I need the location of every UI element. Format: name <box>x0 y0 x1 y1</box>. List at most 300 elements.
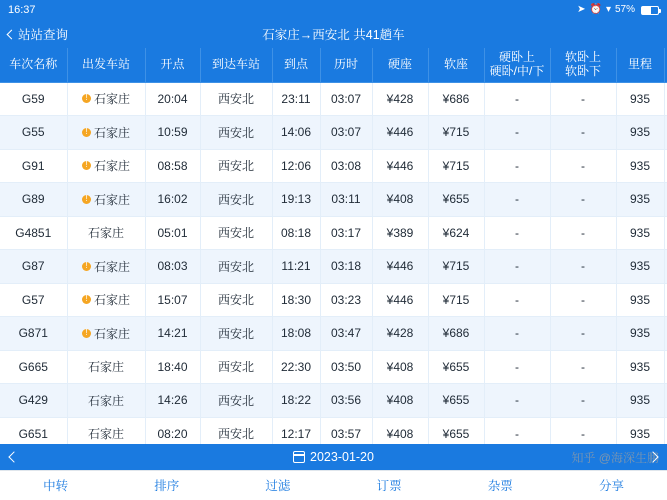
cell-arrive-station <box>200 82 272 116</box>
cell-mileage-label: 935 <box>629 292 651 307</box>
table-row[interactable] <box>0 384 667 418</box>
cell-soft-seat-price-label: ¥686 <box>442 326 470 341</box>
cell-arrive-station <box>200 250 272 284</box>
warning-icon <box>82 195 91 204</box>
cell-soft-seat-price <box>428 283 484 317</box>
warning-icon <box>82 128 91 137</box>
page-title: 石家庄→西安北 共41趟车 <box>262 28 405 42</box>
cell-mileage-label: 935 <box>629 225 651 240</box>
cell-hard-sleeper-price-label: - <box>515 359 519 374</box>
status-bar-right <box>577 5 659 15</box>
cell-arrive-time-label: 14:06 <box>280 125 312 140</box>
cell-duration-label: 03:18 <box>330 259 362 274</box>
cell-arrive-time-label: 12:06 <box>280 158 312 173</box>
status-bar <box>0 0 667 20</box>
calendar-icon <box>293 451 305 463</box>
cell-soft-seat-price-label: ¥715 <box>442 158 470 173</box>
cell-arrive-time <box>272 283 320 317</box>
cell-hard-sleeper-price <box>484 82 550 116</box>
cell-arrive-station <box>200 350 272 384</box>
cell-hard-seat-price-label: ¥446 <box>386 292 414 307</box>
cell-soft-sleeper-price-label: - <box>581 426 585 441</box>
table-row[interactable] <box>0 116 667 150</box>
cell-arrive-station-label: 西安北 <box>217 159 254 174</box>
cell-depart-station <box>67 183 145 217</box>
col-depart-station[interactable]: 出发车站 <box>67 48 145 82</box>
cell-hard-sleeper-price <box>484 116 550 150</box>
cell-arrive-station-label: 西安北 <box>217 259 254 274</box>
back-button[interactable] <box>8 25 68 43</box>
cell-duration-label: 03:08 <box>330 158 362 173</box>
cell-soft-sleeper-price <box>550 417 616 444</box>
col-arrive-station[interactable]: 到达车站 <box>200 48 272 82</box>
cell-hard-seat-price-label: ¥446 <box>386 259 414 274</box>
cell-depart-station-label: 石家庄 <box>93 159 130 174</box>
cell-arrive-time <box>272 350 320 384</box>
cell-depart-station-label: 石家庄 <box>87 360 124 375</box>
table-row[interactable] <box>0 149 667 183</box>
cell-arrive-station-label: 西安北 <box>217 125 254 140</box>
cell-hard-sleeper-price <box>484 350 550 384</box>
cell-hard-sleeper-price-label: - <box>515 292 519 307</box>
cell-depart-station-label: 石家庄 <box>87 226 124 241</box>
cell-arrive-time-label: 12:17 <box>280 426 312 441</box>
cell-hard-sleeper-price-label: - <box>515 158 519 173</box>
warning-icon <box>82 94 91 103</box>
cell-duration <box>320 82 372 116</box>
cell-mileage <box>616 317 664 351</box>
toolbar-item-share[interactable]: 分享 <box>598 478 624 493</box>
col-hard-sleeper-line2: 硬卧/中/下 <box>489 63 545 78</box>
col-soft-sleeper-line1: 软卧上 <box>564 49 601 64</box>
cell-hard-seat-price <box>372 417 428 444</box>
cell-hard-sleeper-price-label: - <box>515 259 519 274</box>
cell-depart-time <box>145 149 200 183</box>
cell-arrive-station-label: 西安北 <box>217 92 254 107</box>
cell-depart-station <box>67 250 145 284</box>
cell-depart-time-label: 08:58 <box>157 158 188 173</box>
cell-depart-time-label: 16:02 <box>157 192 188 207</box>
cell-hard-seat-price-label: ¥446 <box>386 125 414 140</box>
cell-duration <box>320 250 372 284</box>
cell-depart-time-label: 08:20 <box>157 426 188 441</box>
cell-hard-sleeper-price <box>484 183 550 217</box>
cell-soft-sleeper-price <box>550 183 616 217</box>
cell-soft-sleeper-price-label: - <box>581 326 585 341</box>
cell-soft-sleeper-price <box>550 82 616 116</box>
cell-mileage <box>616 384 664 418</box>
cell-arrive-station-label: 西安北 <box>217 192 254 207</box>
cell-hard-seat-price <box>372 183 428 217</box>
cell-arrive-time-label: 18:30 <box>280 292 312 307</box>
cell-arrive-station-label: 西安北 <box>217 427 254 442</box>
cell-soft-sleeper-price-label: - <box>581 259 585 274</box>
cell-hard-seat-price <box>372 116 428 150</box>
table-row[interactable] <box>0 250 667 284</box>
cell-hard-seat-price <box>372 283 428 317</box>
cell-depart-station <box>67 116 145 150</box>
cell-depart-time-label: 14:26 <box>157 393 188 408</box>
cell-mileage <box>616 216 664 250</box>
cell-arrive-station <box>200 216 272 250</box>
cell-depart-time <box>145 250 200 284</box>
warning-icon <box>82 295 91 304</box>
cell-arrive-time-label: 11:21 <box>281 259 311 274</box>
cell-soft-sleeper-price-label: - <box>581 125 585 140</box>
cell-depart-station-label: 石家庄 <box>93 125 130 140</box>
cell-hard-sleeper-price <box>484 250 550 284</box>
cell-depart-station <box>67 350 145 384</box>
cell-mileage-label: 935 <box>629 91 651 106</box>
cell-mileage-label: 935 <box>629 192 651 207</box>
cell-depart-time <box>145 82 200 116</box>
cell-hard-sleeper-price-label: - <box>515 225 519 240</box>
toolbar-item-transfer[interactable]: 中转 <box>43 478 69 493</box>
cell-hard-sleeper-price <box>484 149 550 183</box>
cell-hard-seat-price <box>372 317 428 351</box>
cell-depart-time <box>145 283 200 317</box>
cell-arrive-time-label: 23:11 <box>281 91 311 106</box>
cell-arrive-time <box>272 149 320 183</box>
cell-arrive-station <box>200 149 272 183</box>
table-row[interactable] <box>0 350 667 384</box>
cell-hard-sleeper-price-label: - <box>515 192 519 207</box>
cell-train-code <box>0 384 67 418</box>
cell-soft-sleeper-price-label: - <box>581 225 585 240</box>
cell-duration <box>320 417 372 444</box>
cell-depart-time <box>145 417 200 444</box>
cell-hard-sleeper-price <box>484 384 550 418</box>
cell-depart-station-label: 石家庄 <box>93 259 130 274</box>
cell-soft-seat-price <box>428 384 484 418</box>
bottom-toolbar <box>0 470 667 500</box>
selected-date-label: 2023-01-20 <box>310 450 374 464</box>
cell-hard-seat-price-label: ¥408 <box>386 426 414 441</box>
cell-hard-seat-price <box>372 350 428 384</box>
table-header <box>0 48 667 82</box>
cell-depart-station <box>67 384 145 418</box>
cell-arrive-time <box>272 82 320 116</box>
cell-duration <box>320 216 372 250</box>
cell-arrive-time-label: 18:08 <box>280 326 312 341</box>
cell-hard-seat-price-label: ¥408 <box>386 192 414 207</box>
cell-duration-label: 03:57 <box>330 426 362 441</box>
cell-mileage <box>616 350 664 384</box>
cell-depart-station-label: 石家庄 <box>87 393 124 408</box>
cell-arrive-station <box>200 116 272 150</box>
cell-soft-sleeper-price <box>550 116 616 150</box>
cell-depart-station <box>67 216 145 250</box>
prev-day-button[interactable] <box>8 451 19 462</box>
cell-soft-seat-price-label: ¥715 <box>442 259 470 274</box>
schedule-table-scroll[interactable] <box>0 48 667 444</box>
cell-duration <box>320 283 372 317</box>
cell-duration <box>320 183 372 217</box>
cell-hard-seat-price-label: ¥408 <box>386 393 414 408</box>
schedule-table <box>0 48 667 444</box>
table-row[interactable] <box>0 283 667 317</box>
cell-arrive-time <box>272 384 320 418</box>
col-arrive-time[interactable]: 到点 <box>272 48 320 82</box>
cell-soft-seat-price-label: ¥715 <box>442 292 470 307</box>
cell-train-code-label: G4851 <box>15 225 52 240</box>
cell-depart-time-label: 14:21 <box>157 326 188 341</box>
cell-arrive-time <box>272 183 320 217</box>
cell-soft-sleeper-price <box>550 317 616 351</box>
watermark-label: 知乎 @海深生鹏 <box>571 451 659 465</box>
col-soft-seat[interactable]: 软座 <box>428 48 484 82</box>
cell-hard-sleeper-price <box>484 283 550 317</box>
cell-train-code-label: G91 <box>21 158 45 173</box>
cell-depart-time <box>145 116 200 150</box>
cell-arrive-time <box>272 317 320 351</box>
cell-mileage-label: 935 <box>629 393 651 408</box>
battery-icon <box>641 6 659 15</box>
col-soft-sleeper[interactable] <box>550 48 616 82</box>
cell-hard-seat-price <box>372 216 428 250</box>
cell-train-code <box>0 216 67 250</box>
warning-icon <box>82 161 91 170</box>
alarm-icon: ⏰ <box>589 4 602 15</box>
cell-soft-seat-price-label: ¥655 <box>442 192 470 207</box>
chevron-left-icon <box>7 29 17 39</box>
date-picker[interactable] <box>293 450 374 464</box>
wifi-icon: ▾ <box>605 4 611 15</box>
cell-depart-station <box>67 82 145 116</box>
cell-train-code <box>0 283 67 317</box>
cell-depart-time <box>145 317 200 351</box>
cell-soft-seat-price-label: ¥715 <box>442 125 470 140</box>
cell-train-code <box>0 116 67 150</box>
cell-arrive-time <box>272 250 320 284</box>
battery-percent-label: 57% <box>614 4 635 15</box>
cell-arrive-station <box>200 384 272 418</box>
cell-soft-sleeper-price <box>550 250 616 284</box>
col-hard-seat[interactable]: 硬座 <box>372 48 428 82</box>
cell-depart-station <box>67 417 145 444</box>
cell-hard-seat-price <box>372 250 428 284</box>
cell-depart-station <box>67 283 145 317</box>
cell-mileage <box>616 417 664 444</box>
cell-hard-sleeper-price <box>484 317 550 351</box>
cell-hard-sleeper-price <box>484 216 550 250</box>
nav-bar <box>0 20 667 48</box>
cell-train-code-label: G87 <box>21 259 45 274</box>
cell-soft-sleeper-price <box>550 350 616 384</box>
table-row[interactable] <box>0 216 667 250</box>
cell-soft-sleeper-price-label: - <box>581 91 585 106</box>
cell-mileage-label: 935 <box>629 326 651 341</box>
cell-hard-sleeper-price-label: - <box>515 393 519 408</box>
toolbar-item-booking[interactable]: 订票 <box>376 478 402 493</box>
status-time: 16:37 <box>8 4 36 16</box>
cell-train-code <box>0 317 67 351</box>
cell-depart-time-label: 08:03 <box>157 259 188 274</box>
cell-arrive-station <box>200 183 272 217</box>
cell-soft-seat-price <box>428 216 484 250</box>
cell-arrive-station-label: 西安北 <box>217 393 254 408</box>
cell-duration <box>320 149 372 183</box>
cell-train-code <box>0 250 67 284</box>
cell-depart-time-label: 18:40 <box>157 359 188 374</box>
cell-mileage <box>616 116 664 150</box>
cell-depart-time-label: 05:01 <box>157 225 188 240</box>
cell-soft-seat-price-label: ¥624 <box>442 225 470 240</box>
cell-hard-sleeper-price-label: - <box>515 125 519 140</box>
cell-mileage <box>616 82 664 116</box>
cell-duration <box>320 384 372 418</box>
cell-depart-station-label: 石家庄 <box>87 427 124 442</box>
cell-mileage-label: 935 <box>629 125 651 140</box>
cell-depart-time <box>145 384 200 418</box>
cell-duration-label: 03:11 <box>331 192 361 207</box>
cell-soft-sleeper-price <box>550 283 616 317</box>
cell-mileage <box>616 250 664 284</box>
cell-soft-sleeper-price-label: - <box>581 359 585 374</box>
cell-soft-seat-price <box>428 350 484 384</box>
cell-arrive-time-label: 22:30 <box>280 359 312 374</box>
cell-soft-seat-price <box>428 183 484 217</box>
table-row[interactable] <box>0 317 667 351</box>
cell-hard-sleeper-price-label: - <box>515 91 519 106</box>
location-icon: ➤ <box>577 4 586 15</box>
cell-hard-seat-price-label: ¥428 <box>386 326 414 341</box>
cell-train-code-label: G57 <box>21 292 45 307</box>
cell-depart-station-label: 石家庄 <box>93 92 130 107</box>
cell-soft-seat-price <box>428 250 484 284</box>
cell-mileage-label: 935 <box>629 259 651 274</box>
cell-depart-time <box>145 183 200 217</box>
cell-depart-station-label: 石家庄 <box>93 326 130 341</box>
table-header-row <box>0 48 667 82</box>
cell-duration <box>320 350 372 384</box>
table-row[interactable] <box>0 417 667 444</box>
cell-depart-time <box>145 216 200 250</box>
cell-train-code-label: G651 <box>18 426 48 441</box>
col-train-code[interactable]: 车次名称 <box>0 48 67 82</box>
cell-soft-seat-price-label: ¥686 <box>442 91 470 106</box>
warning-icon <box>82 329 91 338</box>
cell-hard-sleeper-price <box>484 417 550 444</box>
table-body <box>0 82 667 444</box>
cell-hard-seat-price-label: ¥389 <box>386 225 414 240</box>
col-soft-sleeper-line2: 软卧下 <box>564 63 601 78</box>
cell-arrive-station-label: 西安北 <box>217 326 254 341</box>
cell-duration <box>320 116 372 150</box>
cell-mileage <box>616 283 664 317</box>
cell-hard-seat-price-label: ¥408 <box>386 359 414 374</box>
col-hard-sleeper-line1: 硬卧上 <box>498 49 535 64</box>
date-bar <box>0 444 667 470</box>
toolbar-item-filter[interactable]: 过滤 <box>265 478 291 493</box>
cell-mileage <box>616 183 664 217</box>
cell-arrive-station-label: 西安北 <box>217 360 254 375</box>
status-bar-left <box>8 4 36 16</box>
cell-duration-label: 03:17 <box>330 225 362 240</box>
cell-arrive-time-label: 08:18 <box>280 225 312 240</box>
cell-soft-sleeper-price <box>550 384 616 418</box>
cell-depart-station <box>67 317 145 351</box>
cell-hard-sleeper-price-label: - <box>515 426 519 441</box>
cell-soft-sleeper-price <box>550 149 616 183</box>
table-row[interactable] <box>0 183 667 217</box>
cell-soft-seat-price <box>428 317 484 351</box>
cell-duration <box>320 317 372 351</box>
cell-arrive-station <box>200 283 272 317</box>
cell-mileage <box>616 149 664 183</box>
cell-depart-station-label: 石家庄 <box>93 293 130 308</box>
cell-duration-label: 03:56 <box>330 393 362 408</box>
cell-hard-sleeper-price-label: - <box>515 326 519 341</box>
cell-soft-seat-price <box>428 116 484 150</box>
cell-soft-seat-price <box>428 417 484 444</box>
cell-depart-time-label: 20:04 <box>157 91 188 106</box>
cell-hard-seat-price <box>372 149 428 183</box>
cell-depart-time-label: 10:59 <box>157 125 188 140</box>
cell-arrive-station <box>200 317 272 351</box>
cell-hard-seat-price <box>372 384 428 418</box>
cell-soft-seat-price <box>428 149 484 183</box>
toolbar-item-misc-tickets[interactable]: 杂票 <box>487 478 513 493</box>
cell-soft-sleeper-price <box>550 216 616 250</box>
cell-train-code <box>0 183 67 217</box>
cell-arrive-station-label: 西安北 <box>217 293 254 308</box>
cell-arrive-station <box>200 417 272 444</box>
cell-hard-seat-price <box>372 82 428 116</box>
cell-arrive-time <box>272 116 320 150</box>
cell-soft-seat-price <box>428 82 484 116</box>
cell-arrive-time <box>272 417 320 444</box>
cell-soft-sleeper-price-label: - <box>581 192 585 207</box>
cell-depart-time-label: 15:07 <box>157 292 188 307</box>
watermark <box>571 449 659 466</box>
cell-depart-station-label: 石家庄 <box>93 192 130 207</box>
cell-soft-seat-price-label: ¥655 <box>442 426 470 441</box>
col-duration[interactable]: 历时 <box>320 48 372 82</box>
cell-duration-label: 03:07 <box>330 91 362 106</box>
cell-soft-seat-price-label: ¥655 <box>442 393 470 408</box>
cell-duration-label: 03:07 <box>330 125 362 140</box>
cell-soft-sleeper-price-label: - <box>581 393 585 408</box>
cell-soft-seat-price-label: ¥655 <box>442 359 470 374</box>
cell-train-code <box>0 82 67 116</box>
col-hard-sleeper[interactable] <box>484 48 550 82</box>
cell-train-code <box>0 350 67 384</box>
cell-depart-time <box>145 350 200 384</box>
cell-depart-station <box>67 149 145 183</box>
cell-arrive-station-label: 西安北 <box>217 226 254 241</box>
cell-hard-seat-price-label: ¥428 <box>386 91 414 106</box>
cell-mileage-label: 935 <box>629 359 651 374</box>
cell-train-code <box>0 417 67 444</box>
col-depart-time[interactable]: 开点 <box>145 48 200 82</box>
cell-train-code-label: G429 <box>18 393 48 408</box>
table-row[interactable] <box>0 82 667 116</box>
cell-arrive-time <box>272 216 320 250</box>
cell-duration-label: 03:23 <box>330 292 362 307</box>
cell-duration-label: 03:47 <box>330 326 362 341</box>
cell-arrive-time-label: 18:22 <box>280 393 312 408</box>
col-mileage[interactable]: 里程 <box>616 48 664 82</box>
cell-train-code-label: G59 <box>21 91 45 106</box>
cell-mileage-label: 935 <box>629 158 651 173</box>
cell-soft-sleeper-price-label: - <box>581 292 585 307</box>
cell-train-code-label: G871 <box>18 326 48 341</box>
toolbar-item-sort[interactable]: 排序 <box>154 478 180 493</box>
warning-icon <box>82 262 91 271</box>
cell-hard-seat-price-label: ¥446 <box>386 158 414 173</box>
cell-train-code <box>0 149 67 183</box>
